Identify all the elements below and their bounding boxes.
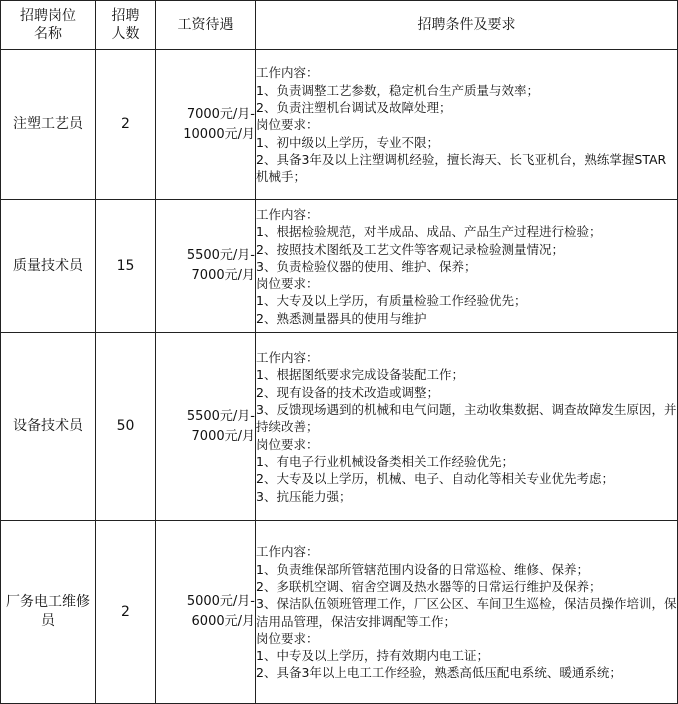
header-salary: 工资待遇 [156,1,256,50]
header-position: 招聘岗位 名称 [1,1,96,50]
count-cell: 2 [96,521,156,704]
count-cell: 15 [96,200,156,333]
requirements-cell: 工作内容： 1、负责调整工艺参数，稳定机台生产质量与效率； 2、负责注塑机台调试及故障处理； 岗位要求： 1、初中级以上学历，专业不限； 2、具备3年及以上注塑调机经验，擅长海天、长飞亚机台，熟练掌握STAR机械手； [256,50,678,200]
count-cell: 2 [96,50,156,200]
requirements-cell: 工作内容： 1、负责维保部所管辖范围内设备的日常巡检、维修、保养； 2、多联机空调、宿舍空调及热水器等的日常运行维护及保养； 3、保洁队伍领班管理工作，厂区公区、车间卫生巡检，保洁员操作培训，保洁用品管理，保洁安排调配等工作； 岗位要求： 1、中专及以上学历，持有效期内电工证； 2、具备3年以上电工工作经验，熟悉高低压配电系统、暖通系统； [256,521,678,704]
requirements-cell: 工作内容： 1、根据检验规范，对半成品、成品、产品生产过程进行检验； 2、按照技术图纸及工艺文件等客观记录检验测量情况； 3、负责检验仪器的使用、维护、保养； 岗位要求： 1、大专及以上学历，有质量检验工作经验优先； 2、熟悉测量器具的使用与维护 [256,200,678,333]
table-row [1,200,678,333]
table-row [1,50,678,200]
position-cell: 注塑工艺员 [1,50,96,200]
position-cell: 质量技术员 [1,200,96,333]
header-requirements: 招聘条件及要求 [256,1,678,50]
salary-cell: 7000元/月- 10000元/月 [156,50,256,200]
salary-cell: 5000元/月- 6000元/月 [156,521,256,704]
table-row [1,521,678,704]
requirements-cell: 工作内容： 1、根据图纸要求完成设备装配工作； 2、现有设备的技术改造或调整； 3、反馈现场遇到的机械和电气问题，主动收集数据、调查故障发生原因，并持续改善； 岗位要求： 1、有电子行业机械设备类相关工作经验优先； 2、大专及以上学历，机械、电子、自动化等相关专业优先考虑； 3、抗压能力强； [256,333,678,521]
salary-cell: 5500元/月- 7000元/月 [156,200,256,333]
table-row [1,333,678,521]
header-count: 招聘 人数 [96,1,156,50]
salary-cell: 5500元/月- 7000元/月 [156,333,256,521]
position-cell: 厂务电工维修员 [1,521,96,704]
count-cell: 50 [96,333,156,521]
position-cell: 设备技术员 [1,333,96,521]
table-header-row [1,1,678,50]
